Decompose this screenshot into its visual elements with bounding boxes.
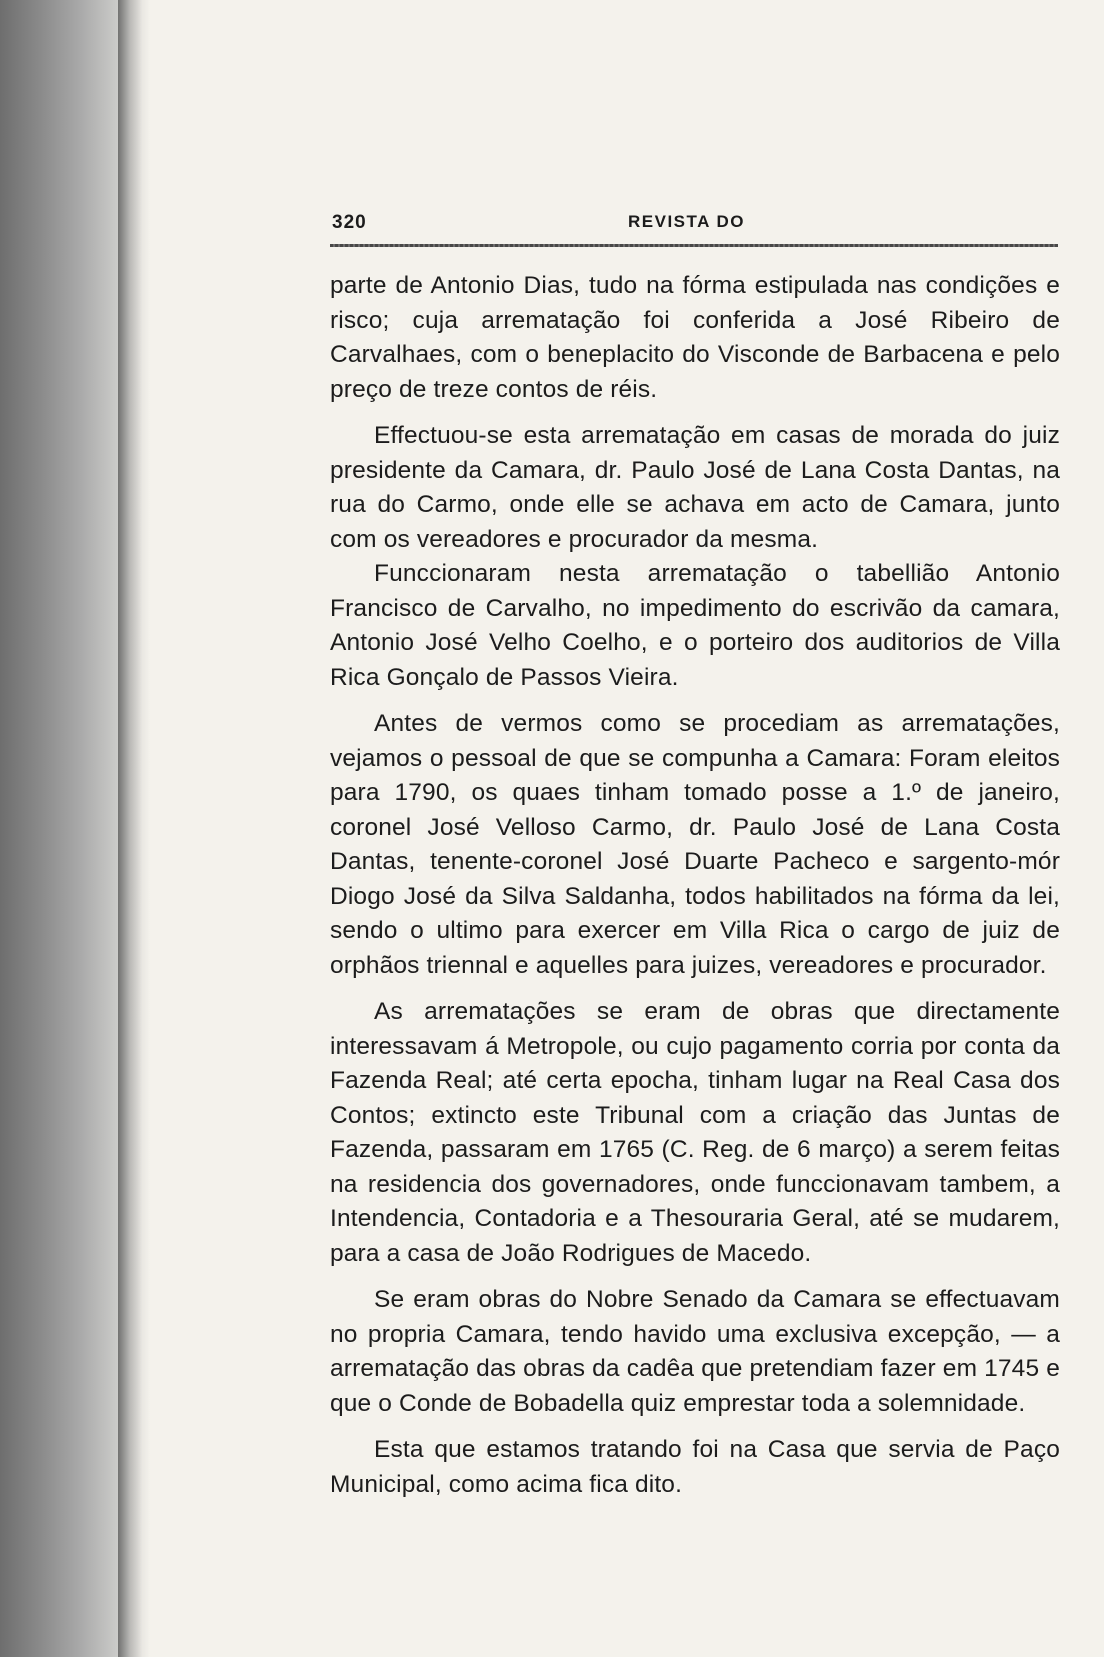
paragraph-7: Esta que estamos tratando foi na Casa que servia de Paço Municipal, como acima fica dito. xyxy=(330,1436,1060,1498)
paragraph-6: Se eram obras do Nobre Senado da Camara se effectuavam no propria Camara, tendo havido uma exclusiva excepção, — a arrematação das obras da cadêa que pretendiam fazer em 1745 e que o Conde de Bobadella quiz emprestar toda a solemnidade. xyxy=(330,1286,1060,1417)
paragraph-4: Antes de vermos como se procediam as arrematações, vejamos o pessoal de que se compunha a Camara: Foram eleitos para 1790, os quaes tinham tomado posse a 1.º de janeiro, coronel José Velloso Carmo, dr. Paulo José de Lana Costa Dantas, tenente-coronel José Duarte Pacheco e sargento-mór Diogo José da Silva Saldanha, todos habilitados na fórma da lei, sendo o ultimo para exercer em Villa Rica o cargo de juiz de orphãos triennal e aquelles para juizes, vereadores e procurador. xyxy=(330,710,1060,979)
paragraph-3: Funccionaram nesta arrematação o tabellião Antonio Francisco de Carvalho, no impedimento do escrivão da camara, Antonio José Velho Coelho, e o porteiro dos auditorios de Villa Rica Gonçalo de Passos Vieira. xyxy=(330,560,1060,691)
book-binding-edge xyxy=(118,0,142,1657)
header-rule xyxy=(330,244,1058,247)
running-head xyxy=(330,212,1060,242)
paragraph-1: parte de Antonio Dias, tudo na fórma estipulada nas condições e risco; cuja arrematação foi conferida a José Ribeiro de Carvalhaes, com o beneplacito do Visconde de Barbacena e pelo preço de treze contos de réis. xyxy=(330,272,1060,403)
page-number: 320 xyxy=(332,212,367,233)
paragraph-2: Effectuou-se esta arrematação em casas de morada do juiz presidente da Camara, dr. Paulo José de Lana Costa Dantas, na rua do Carmo, onde elle se achava em acto de Camara, junto com os vereadores e procurador da mesma. xyxy=(330,422,1060,553)
paragraph-5: As arrematações se eram de obras que directamente interessavam á Metropole, ou cujo pagamento corria por conta da Fazenda Real; até certa epocha, tinham lugar na Real Casa dos Contos; extincto este Tribunal com a criação das Juntas de Fazenda, passaram em 1765 (C. Reg. de 6 março) a serem feitas na residencia dos governadores, onde funccionavam tambem, a Intendencia, Contadoria e a Thesouraria Geral, até se mudarem, para a casa de João Rodrigues de Macedo. xyxy=(330,998,1060,1267)
journal-title: REVISTA DO xyxy=(628,212,746,231)
page-body xyxy=(330,269,1060,1502)
book-page xyxy=(330,212,1060,1502)
